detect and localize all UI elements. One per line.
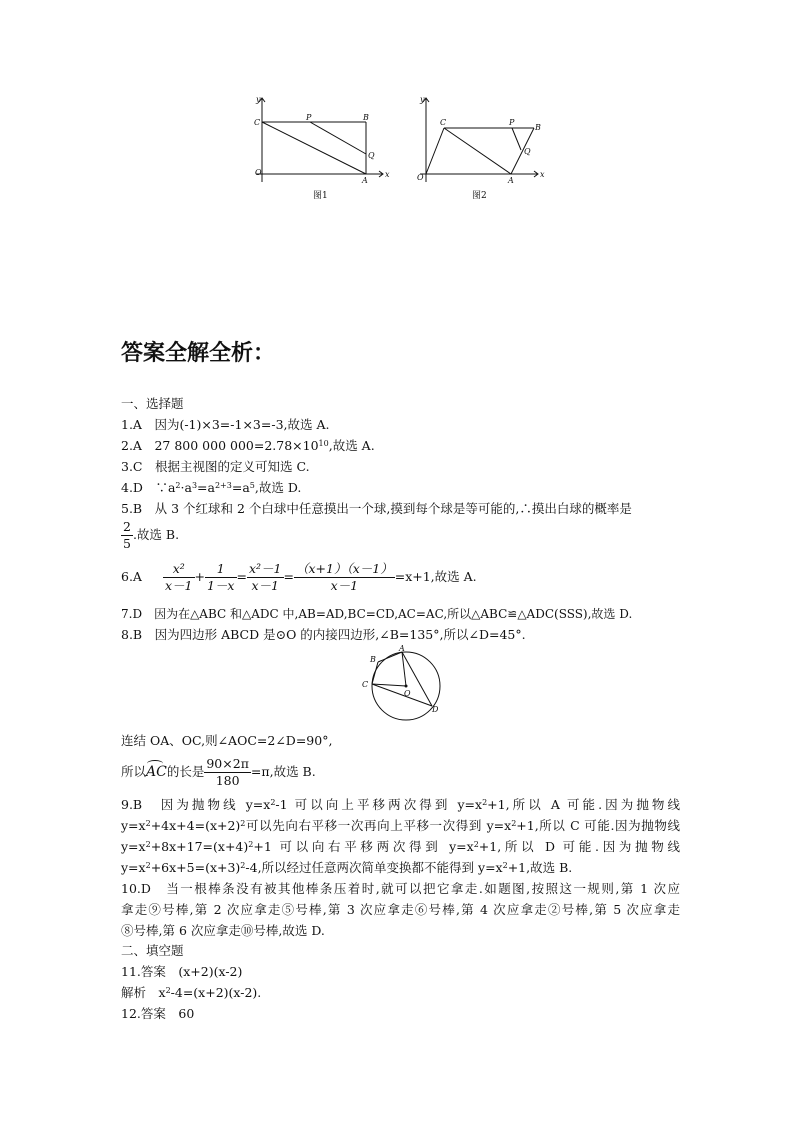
- q9-l3-a: y=x: [121, 839, 146, 854]
- answer-q5-line2: [121, 519, 179, 552]
- circle-label-c: C: [362, 680, 369, 689]
- q5-numerator: 2: [123, 519, 131, 534]
- q4-text-end: ,故选 D.: [254, 480, 302, 495]
- q8-numerator: 90×2π: [206, 756, 249, 771]
- fig2-label-a: A: [508, 176, 514, 185]
- q6-fraction-1: [163, 561, 195, 594]
- q9-l2-a: y=x: [121, 818, 146, 833]
- q6-f1-denominator: x－1: [164, 578, 193, 593]
- q4-exp-4: 5: [249, 481, 255, 490]
- answer-q7: 7.D 因为在△ABC 和△ADC 中,AB=AD,BC=CD,AC=AC,所以△ABC≌△ADC(SSS),故选 D.: [121, 607, 633, 621]
- answer-q8-line3: [121, 756, 316, 789]
- q4-text-3: =a: [197, 480, 215, 495]
- q6-f4-denominator: x－1: [330, 578, 359, 593]
- q9-l2-d: +1,所以 C 可能.因为抛物线: [516, 818, 681, 833]
- q8-arc-label: AC: [146, 764, 167, 780]
- q2-text: 2.A 27 800 000 000=2.78×10: [121, 438, 319, 453]
- q11-exp-exponent: 2: [165, 986, 171, 995]
- section-fill-heading: 二、填空题: [121, 943, 184, 958]
- answer-q11: 11.答案 (x+2)(x-2): [121, 964, 243, 979]
- q2-exponent: 10: [318, 439, 329, 448]
- q8-denominator: 180: [215, 773, 240, 788]
- q9-l4-a: y=x: [121, 860, 146, 875]
- q9-l4-b: +6x+5=(x+3): [150, 860, 241, 875]
- q8-text: 所以: [121, 764, 147, 779]
- q4-text-4: =a: [231, 480, 250, 495]
- q9-l1-exp1: 2: [270, 798, 276, 807]
- fig2-label-q: Q: [524, 147, 531, 156]
- answer-q9-line4: [121, 860, 572, 876]
- answer-q10-line1: 10.D 当一根棒条没有被其他棒条压着时,就可以把它拿走.如题图,按照这一规则,第 1 次应: [121, 881, 680, 896]
- fig1-label-q: Q: [368, 151, 375, 160]
- circle-figure: [358, 642, 448, 724]
- q9-l2-exp2: 2: [240, 819, 246, 828]
- q6-equals-2: =: [283, 569, 294, 584]
- q6-fraction-2: [205, 561, 237, 594]
- answer-q9-line1: [121, 797, 680, 813]
- fig2-label-o: O: [417, 173, 424, 182]
- q9-l2-b: +4x+4=(x+2): [150, 818, 241, 833]
- answer-q2: [121, 438, 375, 454]
- q6-text-end: =x+1,故选 A.: [394, 569, 477, 584]
- q9-l3-exp2: 2: [248, 840, 254, 849]
- fig2-label-p: P: [509, 118, 515, 127]
- q4-exp-2: 3: [191, 481, 198, 490]
- q6-f1-numerator: x²: [163, 561, 195, 578]
- answer-q9-line2: [121, 818, 680, 834]
- q6-f3-denominator: x－1: [251, 578, 279, 593]
- q5-denominator: 5: [123, 536, 131, 551]
- fig1-label-c: C: [254, 118, 261, 127]
- answer-q6: [121, 561, 477, 594]
- fig2-label-c: C: [440, 118, 447, 127]
- fig1-label-a: A: [362, 176, 368, 185]
- q9-l2-exp1: 2: [145, 819, 151, 828]
- q6-plus: +: [194, 569, 205, 584]
- q9-l1-exp2: 2: [482, 798, 488, 807]
- answer-q11-explanation: [121, 985, 261, 1001]
- q4-exp-1: 2: [175, 481, 181, 490]
- q9-l3-c: +1 可以向右平移两次得到 y=x: [253, 839, 474, 854]
- q6-f4-numerator: （x+1）（x－1）: [295, 561, 393, 576]
- q6-label: 6.A: [121, 569, 142, 584]
- q9-l1-b: -1 可以向上平移两次得到 y=x: [275, 797, 483, 812]
- fig1-label-p: P: [306, 113, 312, 122]
- q6-f2-denominator: 1－x: [206, 578, 235, 593]
- arc-mark-icon: [147, 760, 163, 767]
- q6-fraction-3: [247, 561, 284, 594]
- q9-l4-exp1: 2: [145, 861, 151, 870]
- q6-fraction-4: [294, 561, 395, 594]
- q11-exp-text-end: -4=(x+2)(x-2).: [170, 985, 262, 1000]
- q5-text-end: .故选 B.: [132, 527, 180, 542]
- fig2-label-b: B: [535, 123, 541, 132]
- fig2-label-y: y: [420, 95, 425, 104]
- q9-l1-c: +1,所以 A 可能.因为抛物线: [487, 797, 680, 812]
- q9-l3-exp3: 2: [473, 840, 479, 849]
- q4-exp-3: 2+3: [214, 481, 232, 490]
- q8-arc-ac: [146, 764, 167, 780]
- q9-l4-exp2: 2: [240, 861, 246, 870]
- figure-1: [248, 92, 398, 202]
- q2-text-end: ,故选 A.: [328, 438, 375, 453]
- q8-text-end: =π,故选 B.: [250, 764, 316, 779]
- circle-label-o: O: [404, 689, 411, 698]
- q9-l1-a: 9.B 因为抛物线 y=x: [121, 797, 271, 812]
- q9-l4-d: +1,故选 B.: [507, 860, 573, 875]
- q6-equals: =: [236, 569, 247, 584]
- q11-exp-text: 解析 x: [121, 985, 166, 1000]
- answer-q10-line3: ⑧号棒,第 6 次应拿走⑩号棒,故选 D.: [121, 923, 325, 938]
- q8-fraction: [204, 756, 251, 789]
- section-choice-heading: 一、选择题: [121, 396, 184, 411]
- answer-q3: 3.C 根据主视图的定义可知选 C.: [121, 459, 310, 474]
- fig1-label-x: x: [385, 170, 390, 179]
- q9-l3-d: +1,所以 D 可能.因为抛物线: [478, 839, 680, 854]
- q6-f2-numerator: 1: [205, 561, 237, 578]
- figure-1-caption: 图1: [313, 191, 328, 201]
- q9-l4-c: -4,所以经过任意两次简单变换都不能得到 y=x: [245, 860, 503, 875]
- q9-l3-b: +8x+17=(x+4): [150, 839, 249, 854]
- q9-l2-c: 可以先向右平移一次再向上平移一次得到 y=x: [245, 818, 512, 833]
- answer-q10-line2: 拿走⑨号棒,第 2 次应拿走⑤号棒,第 3 次应拿走⑥号棒,第 4 次应拿走②号棒,第 5 次应拿走: [121, 902, 680, 917]
- fig1-label-b: B: [363, 113, 369, 122]
- page-title: 答案全解全析：: [121, 341, 276, 366]
- fig1-label-o: O: [255, 168, 262, 177]
- answer-q12: 12.答案 60: [121, 1006, 195, 1021]
- answer-q4: [121, 480, 301, 496]
- q4-text-2: ·a: [180, 480, 192, 495]
- figure-2-caption: 图2: [472, 191, 487, 201]
- q9-l3-exp1: 2: [145, 840, 151, 849]
- q4-text: 4.D ∵a: [121, 480, 176, 495]
- q9-l4-exp3: 2: [502, 861, 508, 870]
- q9-l2-exp3: 2: [511, 819, 517, 828]
- answer-q5-line1: 5.B 从 3 个红球和 2 个白球中任意摸出一个球,摸到每个球是等可能的,∴摸出白球的概率是: [121, 501, 632, 516]
- answer-q8: 8.B 因为四边形 ABCD 是⊙O 的内接四边形,∠B=135°,所以∠D=45°.: [121, 627, 526, 642]
- answer-q1: 1.A 因为(-1)×3=-1×3=-3,故选 A.: [121, 417, 330, 432]
- answer-q9-line3: [121, 839, 680, 855]
- answer-q8-line2: 连结 OA、OC,则∠AOC=2∠D=90°,: [121, 733, 333, 748]
- q6-f3-numerator: x²－1: [248, 561, 282, 576]
- fig1-label-y: y: [256, 95, 261, 104]
- circle-label-a: A: [399, 644, 405, 653]
- q8-text-mid: 的长是: [166, 764, 205, 779]
- circle-label-d: D: [432, 705, 439, 714]
- circle-label-b: B: [370, 655, 376, 664]
- fig2-label-x: x: [540, 170, 545, 179]
- q5-fraction: [121, 519, 133, 552]
- figure-2: [414, 92, 554, 202]
